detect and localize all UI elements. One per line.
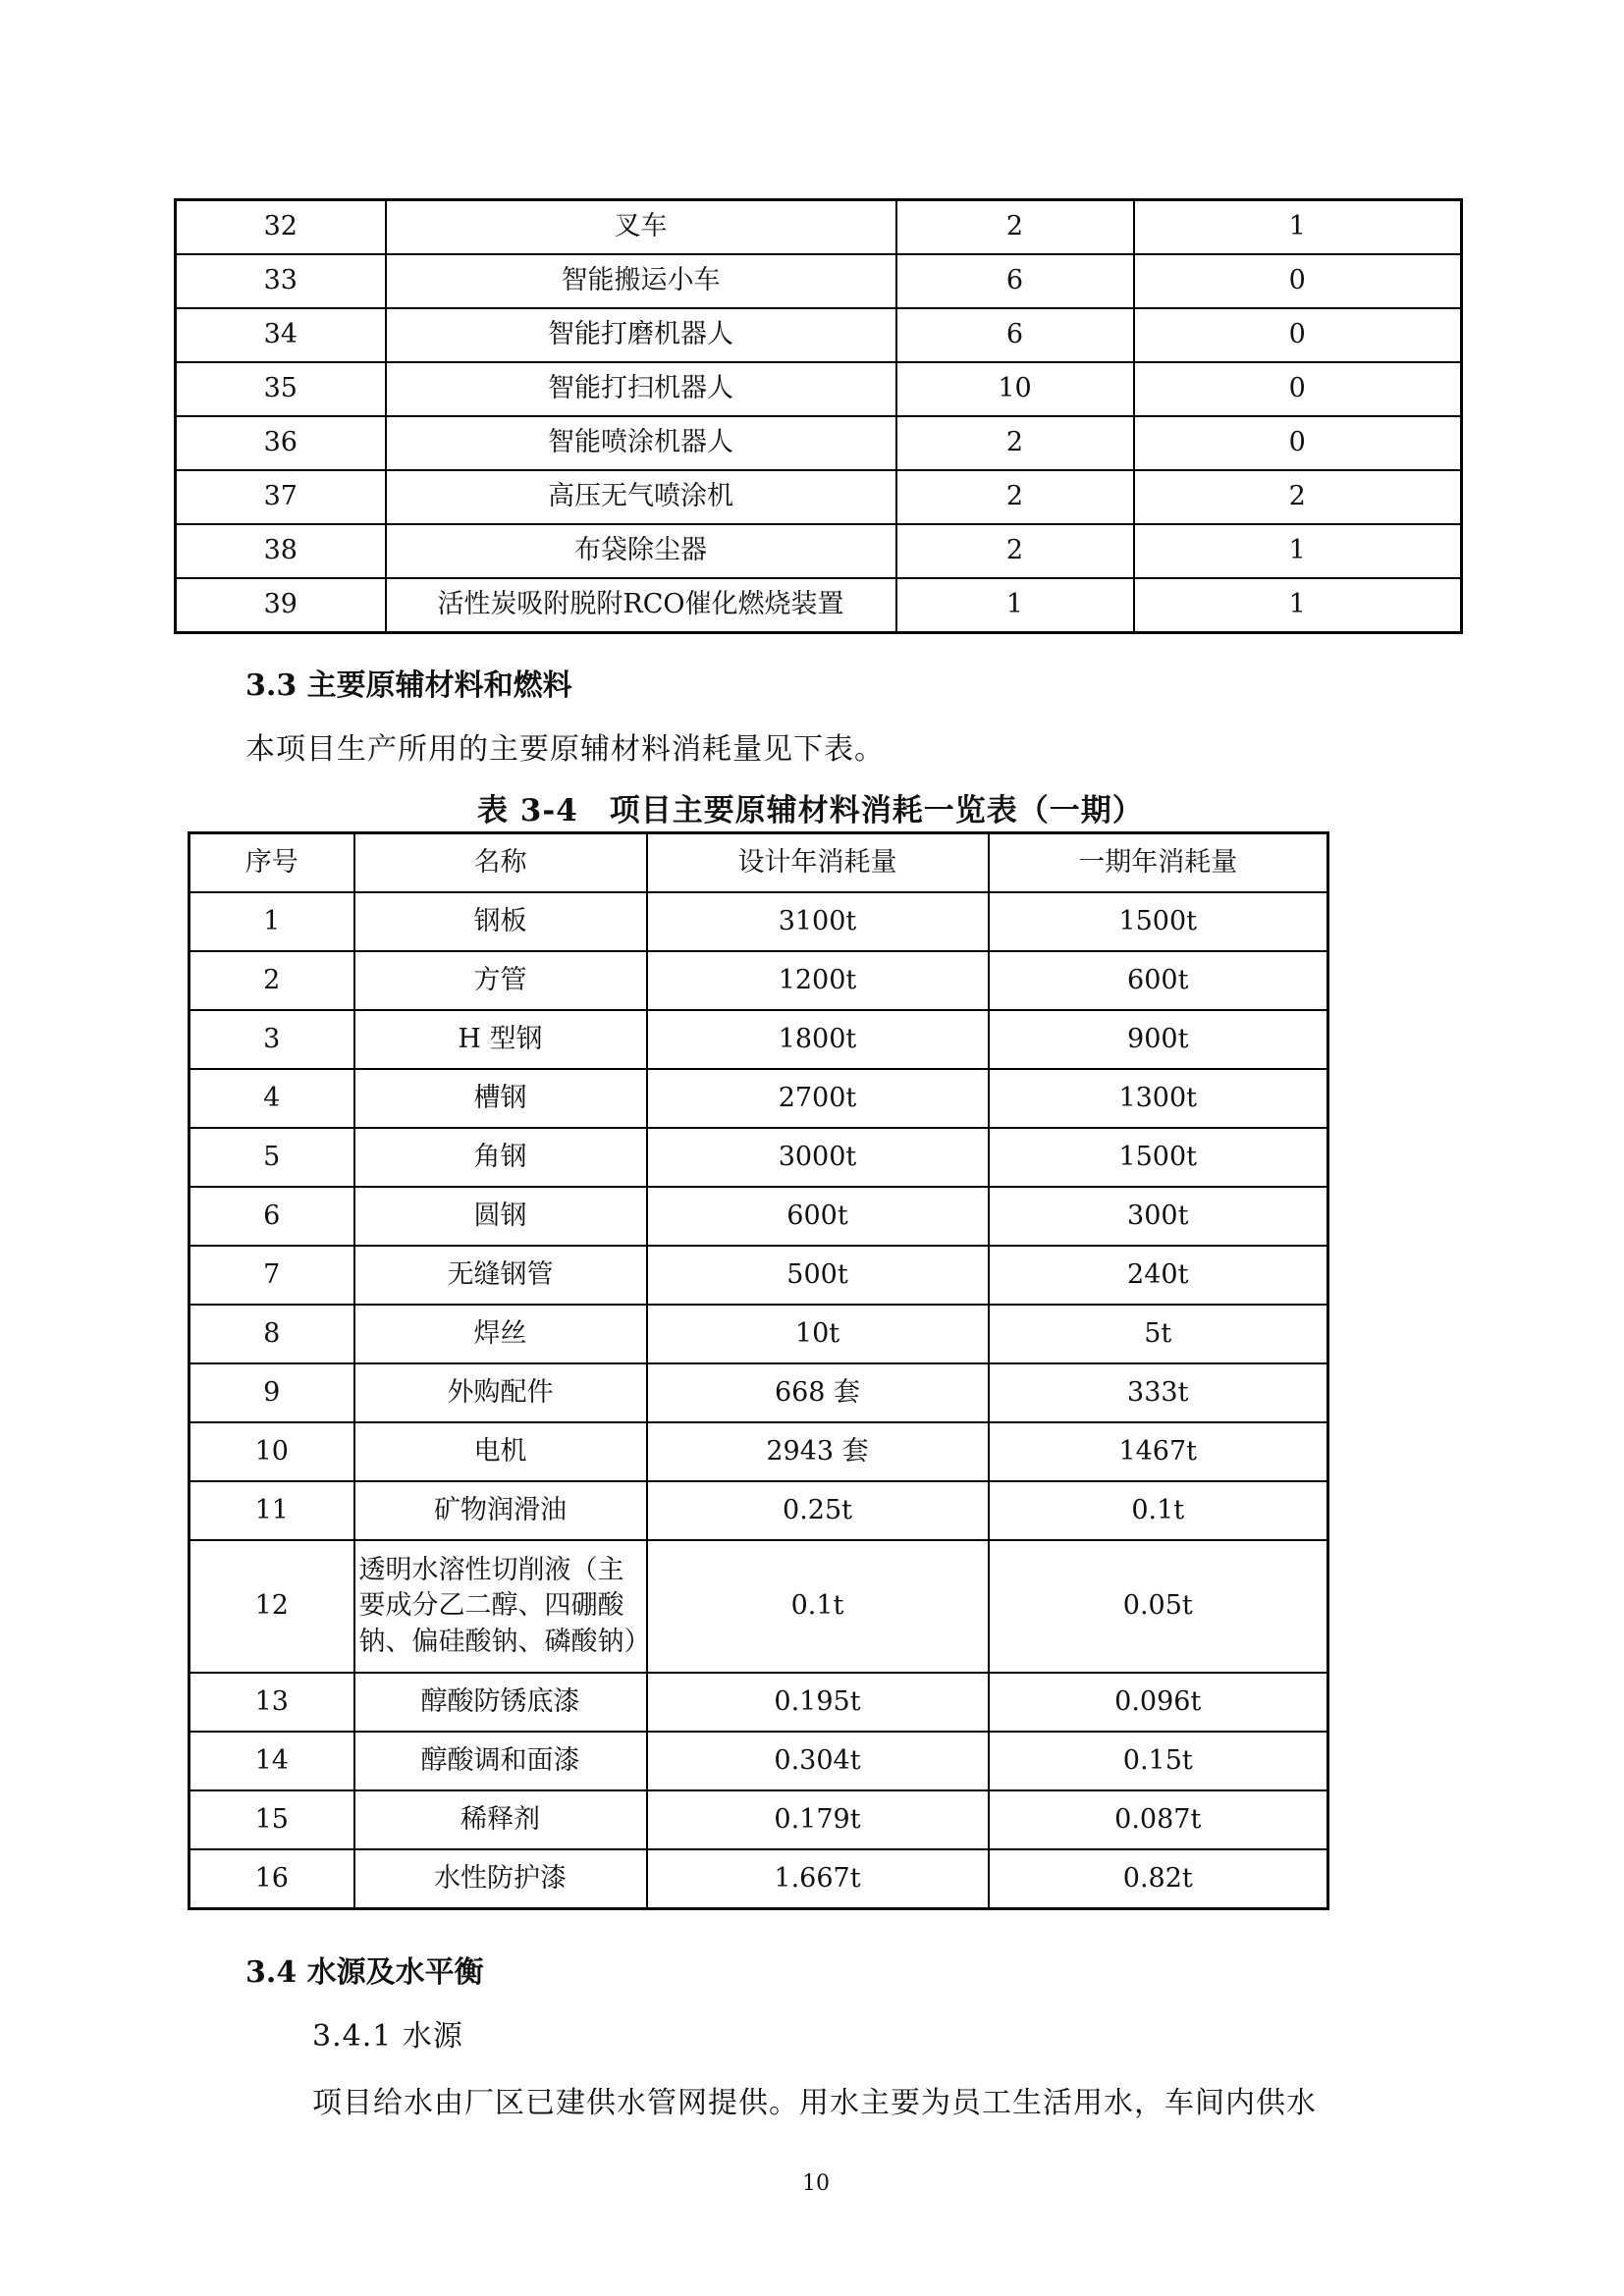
material-phase1-consumption: 0.05t xyxy=(989,1540,1328,1673)
material-name: 钢板 xyxy=(354,892,647,951)
material-name: 水性防护漆 xyxy=(354,1849,647,1909)
material-phase1-consumption: 5t xyxy=(989,1305,1328,1363)
material-name: 醇酸调和面漆 xyxy=(354,1732,647,1790)
material-no: 8 xyxy=(189,1305,354,1363)
equipment-name: 高压无气喷涂机 xyxy=(386,470,896,524)
material-design-consumption: 10t xyxy=(647,1305,989,1363)
materials-table-body xyxy=(189,892,1328,1909)
page-number: 10 xyxy=(802,2171,830,2196)
material-design-consumption: 1800t xyxy=(647,1010,989,1069)
material-phase1-consumption: 240t xyxy=(989,1246,1328,1305)
material-row xyxy=(189,1849,1328,1909)
material-row xyxy=(189,1481,1328,1540)
equipment-row xyxy=(176,200,1462,255)
equipment-row xyxy=(176,470,1462,524)
equipment-qty-a: 2 xyxy=(896,470,1134,524)
material-no: 10 xyxy=(189,1422,354,1481)
material-phase1-consumption: 900t xyxy=(989,1010,1328,1069)
equipment-name: 智能打磨机器人 xyxy=(386,308,896,362)
material-row xyxy=(189,951,1328,1010)
equipment-name: 活性炭吸附脱附RCO催化燃烧装置 xyxy=(386,578,896,633)
material-row xyxy=(189,1069,1328,1128)
equipment-qty-a: 10 xyxy=(896,362,1134,416)
material-phase1-consumption: 1500t xyxy=(989,892,1328,951)
material-phase1-consumption: 300t xyxy=(989,1187,1328,1246)
equipment-qty-b: 0 xyxy=(1134,416,1462,470)
equipment-qty-b: 1 xyxy=(1134,200,1462,255)
material-name: 矿物润滑油 xyxy=(354,1481,647,1540)
header-phase1-consumption: 一期年消耗量 xyxy=(989,833,1328,893)
equipment-name: 智能喷涂机器人 xyxy=(386,416,896,470)
material-row xyxy=(189,1128,1328,1187)
equipment-name: 智能打扫机器人 xyxy=(386,362,896,416)
equipment-no: 38 xyxy=(176,524,386,578)
material-name: H 型钢 xyxy=(354,1010,647,1069)
material-phase1-consumption: 333t xyxy=(989,1363,1328,1422)
material-name: 圆钢 xyxy=(354,1187,647,1246)
equipment-name: 智能搬运小车 xyxy=(386,254,896,308)
material-name: 外购配件 xyxy=(354,1363,647,1422)
material-design-consumption: 0.195t xyxy=(647,1673,989,1732)
material-name: 醇酸防锈底漆 xyxy=(354,1673,647,1732)
equipment-qty-a: 6 xyxy=(896,254,1134,308)
materials-table-caption: 表 3-4 项目主要原辅材料消耗一览表（一期） xyxy=(477,793,1144,828)
equipment-qty-a: 6 xyxy=(896,308,1134,362)
equipment-name: 叉车 xyxy=(386,200,896,255)
material-design-consumption: 3100t xyxy=(647,892,989,951)
equipment-row xyxy=(176,416,1462,470)
material-row xyxy=(189,1246,1328,1305)
material-name: 方管 xyxy=(354,951,647,1010)
material-row xyxy=(189,1010,1328,1069)
equipment-name: 布袋除尘器 xyxy=(386,524,896,578)
material-design-consumption: 1200t xyxy=(647,951,989,1010)
material-design-consumption: 2943 套 xyxy=(647,1422,989,1481)
material-no: 3 xyxy=(189,1010,354,1069)
material-no: 14 xyxy=(189,1732,354,1790)
material-phase1-consumption: 0.087t xyxy=(989,1790,1328,1849)
equipment-row xyxy=(176,254,1462,308)
material-name: 焊丝 xyxy=(354,1305,647,1363)
equipment-qty-b: 0 xyxy=(1134,362,1462,416)
equipment-qty-b: 1 xyxy=(1134,524,1462,578)
material-name: 电机 xyxy=(354,1422,647,1481)
equipment-table-body xyxy=(176,200,1462,633)
material-phase1-consumption: 0.82t xyxy=(989,1849,1328,1909)
material-name: 角钢 xyxy=(354,1128,647,1187)
material-name: 透明水溶性切削液（主要成分乙二醇、四硼酸钠、偏硅酸钠、磷酸钠） xyxy=(354,1540,647,1673)
material-row xyxy=(189,892,1328,951)
material-phase1-consumption: 1500t xyxy=(989,1128,1328,1187)
equipment-row xyxy=(176,308,1462,362)
material-row xyxy=(189,1187,1328,1246)
equipment-row xyxy=(176,524,1462,578)
equipment-qty-b: 2 xyxy=(1134,470,1462,524)
material-phase1-consumption: 1467t xyxy=(989,1422,1328,1481)
section-3-4-1-paragraph: 项目给水由厂区已建供水管网提供。用水主要为员工生活用水，车间内供水 xyxy=(312,2086,1317,2120)
material-no: 6 xyxy=(189,1187,354,1246)
material-design-consumption: 2700t xyxy=(647,1069,989,1128)
equipment-no: 35 xyxy=(176,362,386,416)
equipment-row xyxy=(176,578,1462,633)
material-design-consumption: 0.304t xyxy=(647,1732,989,1790)
equipment-no: 39 xyxy=(176,578,386,633)
material-design-consumption: 600t xyxy=(647,1187,989,1246)
materials-header-row xyxy=(189,833,1328,893)
equipment-qty-b: 1 xyxy=(1134,578,1462,633)
equipment-qty-a: 2 xyxy=(896,200,1134,255)
material-no: 4 xyxy=(189,1069,354,1128)
material-no: 11 xyxy=(189,1481,354,1540)
material-no: 5 xyxy=(189,1128,354,1187)
section-3-4-1-subheading: 3.4.1 水源 xyxy=(312,2019,463,2054)
material-design-consumption: 0.1t xyxy=(647,1540,989,1673)
equipment-no: 37 xyxy=(176,470,386,524)
material-row xyxy=(189,1732,1328,1790)
material-no: 12 xyxy=(189,1540,354,1673)
material-phase1-consumption: 0.15t xyxy=(989,1732,1328,1790)
material-design-consumption: 668 套 xyxy=(647,1363,989,1422)
material-phase1-consumption: 600t xyxy=(989,951,1328,1010)
header-no: 序号 xyxy=(189,833,354,893)
material-row xyxy=(189,1540,1328,1673)
material-no: 2 xyxy=(189,951,354,1010)
material-name: 槽钢 xyxy=(354,1069,647,1128)
header-name: 名称 xyxy=(354,833,647,893)
material-design-consumption: 3000t xyxy=(647,1128,989,1187)
section-3-4-heading: 3.4 水源及水平衡 xyxy=(245,1955,484,1990)
material-name: 稀释剂 xyxy=(354,1790,647,1849)
section-3-3-heading: 3.3 主要原辅材料和燃料 xyxy=(245,668,572,703)
equipment-no: 36 xyxy=(176,416,386,470)
material-no: 15 xyxy=(189,1790,354,1849)
material-row xyxy=(189,1422,1328,1481)
material-phase1-consumption: 0.1t xyxy=(989,1481,1328,1540)
material-no: 16 xyxy=(189,1849,354,1909)
material-design-consumption: 0.179t xyxy=(647,1790,989,1849)
material-row xyxy=(189,1673,1328,1732)
equipment-qty-b: 0 xyxy=(1134,254,1462,308)
material-row xyxy=(189,1790,1328,1849)
material-no: 1 xyxy=(189,892,354,951)
material-design-consumption: 1.667t xyxy=(647,1849,989,1909)
material-phase1-consumption: 0.096t xyxy=(989,1673,1328,1732)
header-design-consumption: 设计年消耗量 xyxy=(647,833,989,893)
material-design-consumption: 500t xyxy=(647,1246,989,1305)
material-no: 9 xyxy=(189,1363,354,1422)
equipment-no: 34 xyxy=(176,308,386,362)
equipment-table xyxy=(174,198,1463,634)
equipment-row xyxy=(176,362,1462,416)
equipment-no: 33 xyxy=(176,254,386,308)
material-row xyxy=(189,1363,1328,1422)
equipment-qty-a: 1 xyxy=(896,578,1134,633)
material-no: 7 xyxy=(189,1246,354,1305)
material-row xyxy=(189,1305,1328,1363)
equipment-qty-b: 0 xyxy=(1134,308,1462,362)
equipment-qty-a: 2 xyxy=(896,416,1134,470)
material-phase1-consumption: 1300t xyxy=(989,1069,1328,1128)
equipment-no: 32 xyxy=(176,200,386,255)
material-no: 13 xyxy=(189,1673,354,1732)
material-design-consumption: 0.25t xyxy=(647,1481,989,1540)
materials-table xyxy=(188,831,1329,1910)
section-3-3-intro: 本项目生产所用的主要原辅材料消耗量见下表。 xyxy=(245,732,885,767)
equipment-qty-a: 2 xyxy=(896,524,1134,578)
material-name: 无缝钢管 xyxy=(354,1246,647,1305)
